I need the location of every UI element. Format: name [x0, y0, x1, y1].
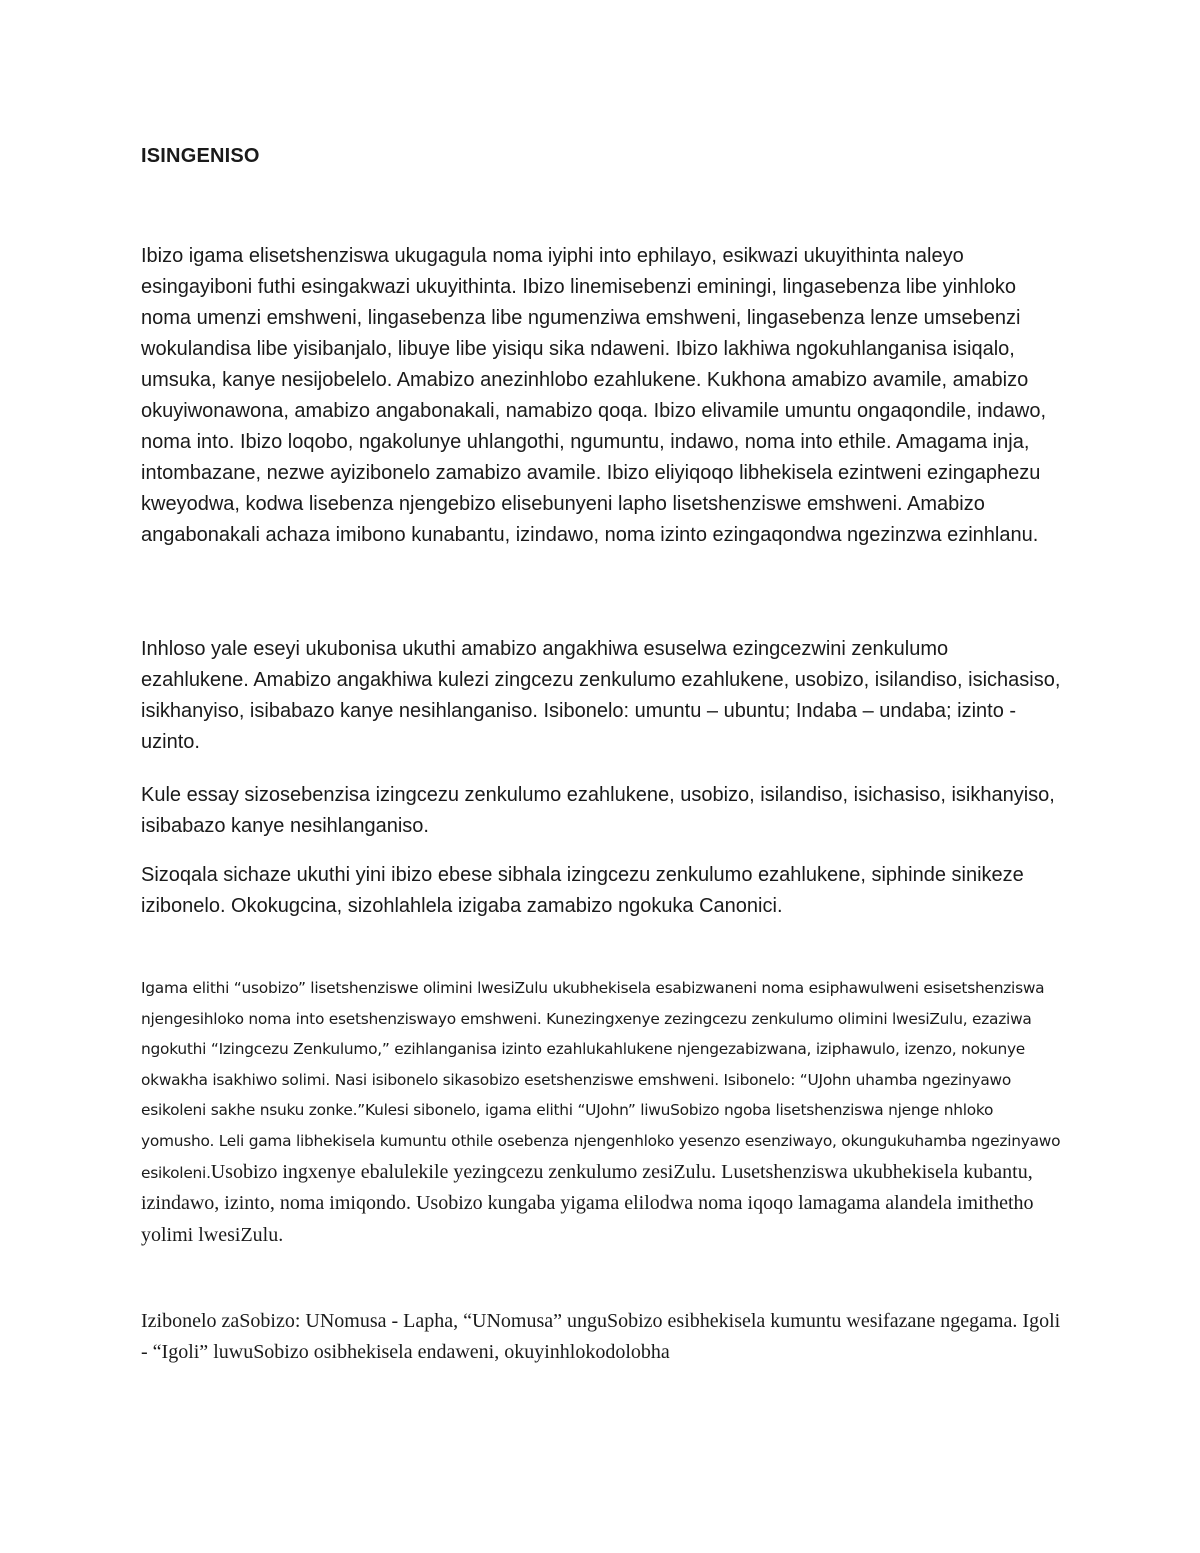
examples-paragraph: Izibonelo zaSobizo: UNomusa - Lapha, “UNomusa” unguSobizo esibhekisela kumuntu wesifazane ngegama. Igoli - “Igoli” luwuSobizo osibhekisela endaweni, okuyinhlokodolobha: [141, 1310, 1061, 1363]
usobizo-paragraph-serif-text: Usobizo ingxenye ebalulekile yezingcezu zenkulumo zesiZulu. Lusetshenziswa ukubhekisela kubantu, izindawo, izinto, noma imiqondo. Usobizo kungaba yigama elilodwa noma iqoqo lamagama alandela imithetho yolimi lwesiZulu.: [141, 1160, 1034, 1246]
usobizo-paragraph: [141, 973, 1061, 1251]
intro-paragraph-4: Sizoqala sichaze ukuthi yini ibizo ebese sibhala izingcezu zenkulumo ezahlukene, siphinde sinikeze izibonelo. Okokugcina, sizohlahlela izigaba zamabizo ngokuka Canonici.: [141, 864, 1024, 917]
intro-paragraph-1: Ibizo igama elisetshenziswa ukugagula noma iyiphi into ephilayo, esikwazi ukuyithinta naleyo esingayiboni futhi esingakwazi ukuyithinta. Ibizo linemisebenzi eminingi, lingasebenza libe yinhloko noma umenzi emshweni, lingasebenza libe ngumenziwa emshweni, lingasebenza lenze umsebenzi wokulandisa libe yisibanjalo, libuye libe yisiqu sika ndaweni. Ibizo lakhiwa ngokuhlanganisa isiqalo, umsuka, kanye nesijobelelo. Amabizo anezinhlobo ezahlukene. Kukhona amabizo avamile, amabizo okuyiwonawona, amabizo angabonakali, namabizo qoqa. Ibizo elivamile umuntu ongaqondile, indawo, noma into. Ibizo loqobo, ngakolunye uhlangothi, ngumuntu, indawo, noma into ethile. Amagama inja, intombazane, nezwe ayizibonelo zamabizo avamile. Ibizo eliyiqoqo libhekisela ezintweni ezingaphezu kweyodwa, kodwa lisebenza njengebizo elisebunyeni lapho lisetshenziswe emshweni. Amabizo angabonakali achaza imibono kunabantu, izindawo, noma izinto ezingaqondwa ngezinzwa ezinhlanu.: [141, 245, 1047, 546]
intro-paragraph-2: Inhloso yale eseyi ukubonisa ukuthi amabizo angakhiwa esuselwa ezingcezwini zenkulumo ezahlukene. Amabizo angakhiwa kulezi zingcezu zenkulumo ezahlukene, usobizo, isilandiso, isichasiso, isikhanyiso, isibabazo kanye nesihlanganiso. Isibonelo: umuntu – ubuntu; Indaba – undaba; izinto -uzinto.: [141, 638, 1061, 753]
intro-paragraph-3: Kule essay sizosebenzisa izingcezu zenkulumo ezahlukene, usobizo, isilandiso, isichasiso, isikhanyiso, isibabazo kanye nesihlanganiso.: [141, 784, 1055, 837]
document-heading: ISINGENISO: [141, 145, 260, 167]
document-page: [141, 0, 1061, 1553]
usobizo-paragraph-sans-text: Igama elithi “usobizo” lisetshenziswe olimini lwesiZulu ukubhekisela esabizwaneni noma esiphawulweni esisetshenziswa njengesihloko noma into esetshenziswayo emshweni. Kunezingxenye zezingcezu zenkulumo olimini lwesiZulu, ezaziwa ngokuthi “Izingcezu Zenkulumo,” ezihlanganisa izinto ezahlukahlukene njengezabizwana, iziphawulo, izenzo, nokunye okwakha isakhiwo solimi. Nasi isibonelo sikasobizo esetshenziswe emshweni. Isibonelo: “UJohn uhamba ngezinyawo esikoleni sakhe nsuku zonke.”Kulesi sibonelo, igama elithi “UJohn” liwuSobizo ngoba lisetshenziswa njenge nhloko yomusho. Leli gama libhekisela kumuntu othile osebenza njengenhloko yesenzo esenziwayo, okungukuhamba ngezinyawo esikoleni.: [141, 979, 1061, 1182]
